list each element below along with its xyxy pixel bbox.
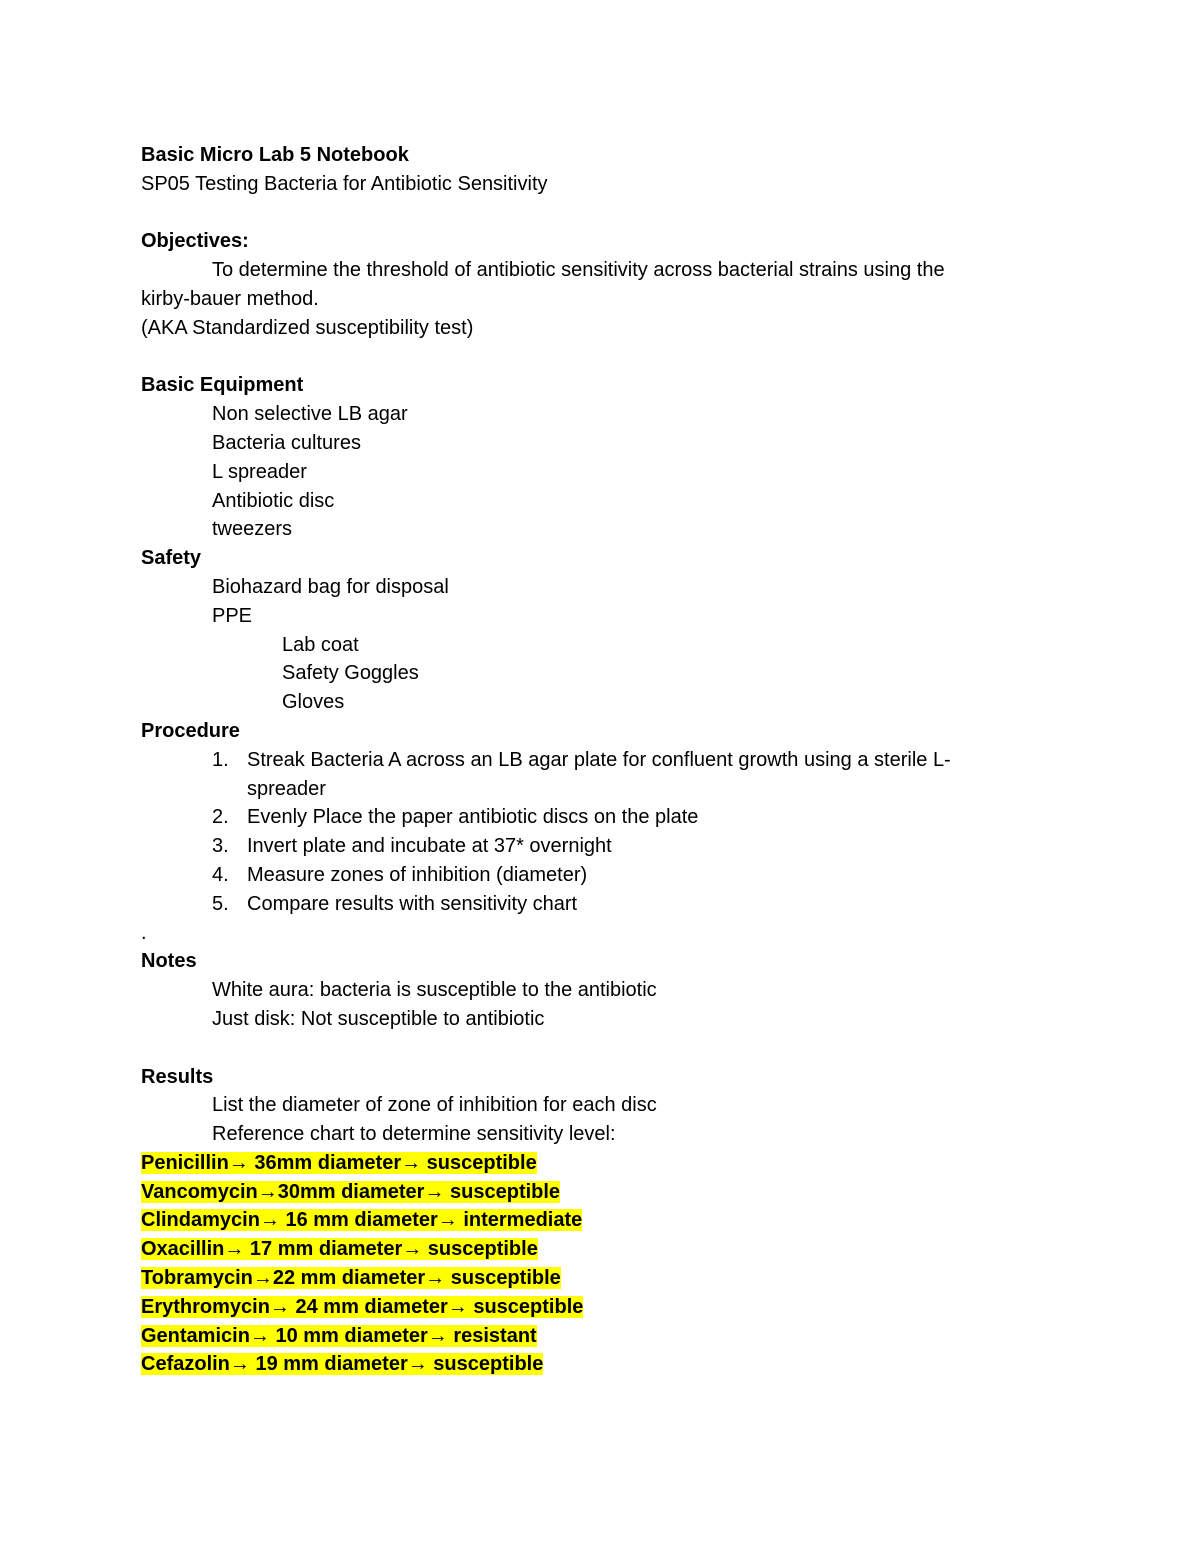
- notes-item: White aura: bacteria is susceptible to the antibiotic: [212, 979, 657, 1002]
- document-subtitle: SP05 Testing Bacteria for Antibiotic Sensitivity: [141, 172, 548, 195]
- results-row: [141, 1206, 1061, 1235]
- step-text: Invert plate and incubate at 37* overnight: [247, 835, 612, 858]
- highlighted-result: Oxacillin→ 17 mm diameter→ susceptible: [141, 1238, 538, 1261]
- procedure-step: [141, 746, 1061, 804]
- objectives-aka: (AKA Standardized susceptibility test): [141, 316, 474, 339]
- results-row: [141, 1235, 1061, 1264]
- results-row: [141, 1322, 1061, 1351]
- notes-item: Just disk: Not susceptible to antibiotic: [212, 1007, 545, 1030]
- objectives-heading: Objectives:: [141, 230, 249, 253]
- equipment-heading: Basic Equipment: [141, 374, 304, 397]
- procedure-step: [141, 832, 1061, 861]
- document-page: [141, 141, 1061, 1379]
- spacer: [141, 1034, 1061, 1063]
- step-text: Compare results with sensitivity chart: [247, 892, 578, 915]
- equipment-item: Antibiotic disc: [212, 489, 335, 512]
- step-number: 4.: [212, 863, 229, 886]
- spacer: [141, 199, 1061, 228]
- document-title: Basic Micro Lab 5 Notebook: [141, 144, 409, 166]
- equipment-item: L spreader: [212, 460, 307, 483]
- highlighted-result: Cefazolin→ 19 mm diameter→ susceptible: [141, 1353, 544, 1376]
- highlighted-result: Penicillin→ 36mm diameter→ susceptible: [141, 1151, 537, 1174]
- results-item: List the diameter of zone of inhibition for each disc: [212, 1094, 657, 1117]
- step-text-continued: spreader: [247, 777, 326, 800]
- highlighted-result: Tobramycin→22 mm diameter→ susceptible: [141, 1267, 561, 1290]
- step-text: Evenly Place the paper antibiotic discs on the plate: [247, 806, 699, 829]
- results-row: [141, 1293, 1061, 1322]
- procedure-heading: Procedure: [141, 719, 240, 742]
- results-row: [141, 1264, 1061, 1293]
- results-row: [141, 1350, 1061, 1379]
- results-row: [141, 1149, 1061, 1178]
- step-text: Streak Bacteria A across an LB agar plate for confluent growth using a sterile L-: [247, 748, 951, 771]
- safety-heading: Safety: [141, 547, 202, 570]
- safety-item: Biohazard bag for disposal: [212, 575, 449, 598]
- step-number: 2.: [212, 806, 229, 829]
- highlighted-result: Clindamycin→ 16 mm diameter→ intermediate: [141, 1209, 583, 1232]
- step-number: 5.: [212, 892, 229, 915]
- stray-dot: .: [141, 921, 147, 944]
- objectives-text-line2: kirby-bauer method.: [141, 287, 319, 310]
- procedure-step: [141, 890, 1061, 919]
- ppe-item: Lab coat: [282, 633, 359, 656]
- procedure-list: [141, 746, 1061, 919]
- spacer: [141, 343, 1061, 372]
- highlighted-result: Vancomycin→30mm diameter→ susceptible: [141, 1180, 561, 1203]
- highlighted-result: Gentamicin→ 10 mm diameter→ resistant: [141, 1324, 537, 1347]
- ppe-item: Safety Goggles: [282, 662, 419, 685]
- results-heading: Results: [141, 1065, 214, 1088]
- equipment-item: Bacteria cultures: [212, 431, 361, 454]
- notes-heading: Notes: [141, 950, 197, 973]
- equipment-item: Non selective LB agar: [212, 403, 408, 426]
- procedure-step: [141, 803, 1061, 832]
- results-row: [141, 1178, 1061, 1207]
- ppe-item: Gloves: [282, 691, 345, 714]
- step-number: 1.: [212, 748, 229, 771]
- equipment-item: tweezers: [212, 518, 293, 541]
- highlighted-result: Erythromycin→ 24 mm diameter→ susceptible: [141, 1295, 584, 1318]
- procedure-step: [141, 861, 1061, 890]
- results-item: Reference chart to determine sensitivity level:: [212, 1123, 616, 1146]
- objectives-text-line1: To determine the threshold of antibiotic sensitivity across bacterial strains using the: [212, 259, 945, 282]
- step-text: Measure zones of inhibition (diameter): [247, 863, 588, 886]
- safety-item: PPE: [212, 604, 253, 627]
- step-number: 3.: [212, 835, 229, 858]
